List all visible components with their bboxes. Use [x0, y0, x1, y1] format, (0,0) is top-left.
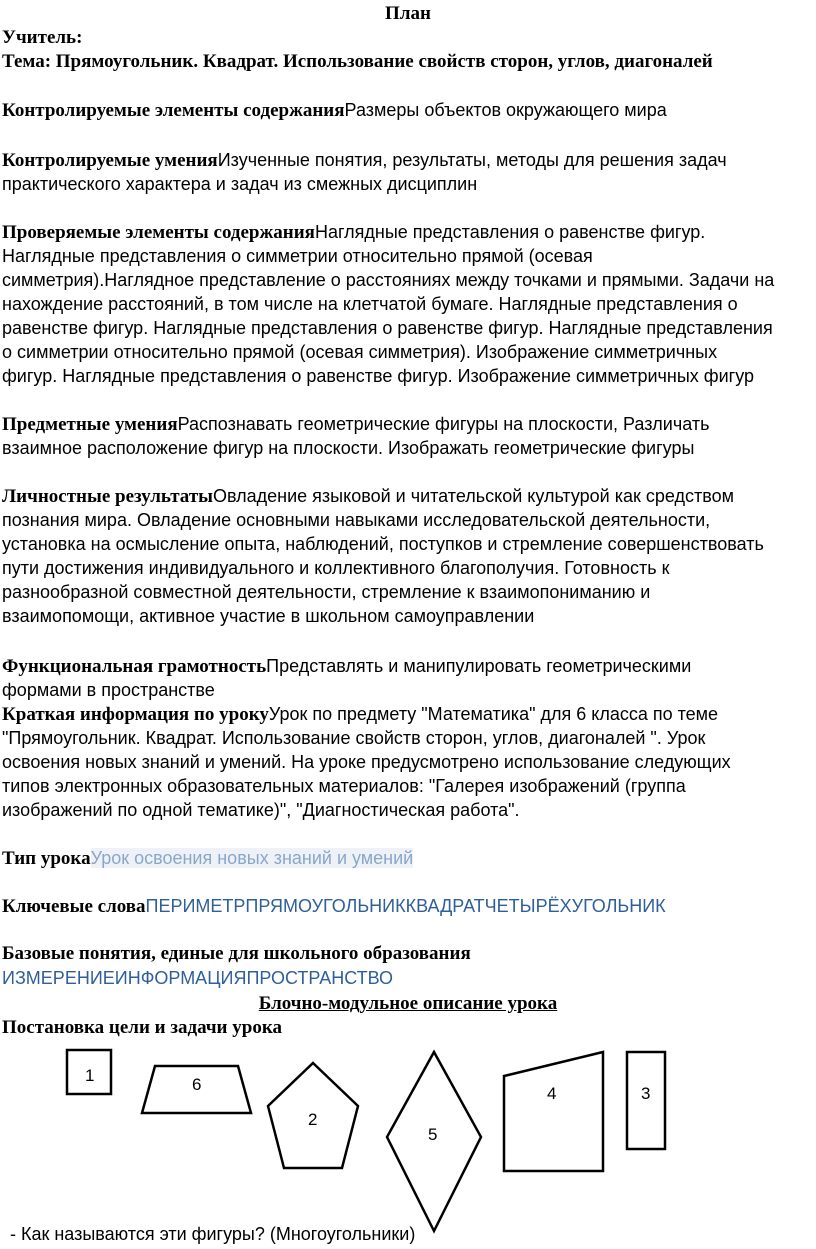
- controlled-content-label: Контролируемые элементы содержания: [2, 100, 345, 121]
- question-text: - Как называются эти фигуры? (Многоугольники): [10, 1224, 416, 1244]
- subject-skills-line-2: взаимное расположение фигур на плоскости. Изображать геометрические фигуры: [2, 438, 695, 458]
- functional-literacy-label: Функциональная грамотность: [2, 656, 267, 677]
- goal-section-title: Постановка цели и задачи урока: [2, 1017, 282, 1038]
- lesson-info-line-5: изображений по одной тематике)", "Диагностическая работа".: [2, 800, 520, 820]
- checked-content-line-5: равенстве фигур. Наглядные представления о равенстве фигур. Наглядные представления: [2, 318, 773, 338]
- base-concepts-value[interactable]: ИЗМЕРЕНИЕИНФОРМАЦИЯПРОСТРАНСТВО: [2, 968, 393, 988]
- teacher-label: Учитель:: [2, 27, 83, 48]
- subject-skills-text: Распознавать геометрические фигуры на плоскости, Различать: [177, 414, 710, 434]
- figure-4-quadrilateral: [504, 1052, 603, 1171]
- document-title: План: [385, 3, 431, 24]
- controlled-skills-text: Изученные понятия, результаты, методы для решения задач: [217, 150, 727, 170]
- personal-results-line-6: взаимопомощи, активное участие в школьном самоуправлении: [2, 606, 535, 626]
- lesson-type-label: Тип урока: [2, 848, 91, 869]
- checked-content-line-6: о симметрии относительно прямой (осевая симметрия). Изображение симметричных: [2, 342, 718, 362]
- checked-content-line-7: фигур. Наглядные представления о равенстве фигур. Изображение симметричных фигур: [2, 366, 755, 386]
- personal-results-line-2: познания мира. Овладение основными навыками исследовательской деятельности,: [2, 510, 711, 530]
- lesson-info-label: Краткая информация по уроку: [2, 704, 269, 725]
- controlled-skills-line-2: практического характера и задач из смежных дисциплин: [2, 174, 478, 194]
- lesson-info-text: Урок по предмету "Математика" для 6 класса по теме: [268, 704, 719, 724]
- base-concepts-label: Базовые понятия, единые для школьного образования: [2, 943, 471, 964]
- keywords-label: Ключевые слова: [2, 896, 146, 917]
- figure-5-label: 5: [428, 1125, 438, 1144]
- block-description-title: Блочно-модульное описание урока: [258, 993, 558, 1014]
- checked-content-label: Проверяемые элементы содержания: [2, 222, 315, 243]
- subject-skills-label: Предметные умения: [2, 414, 178, 435]
- figure-6-label: 6: [192, 1075, 202, 1094]
- personal-results-text: Овладение языковой и читательской культурой как средством: [213, 486, 735, 506]
- keywords-value[interactable]: ПЕРИМЕТРПРЯМОУГОЛЬНИККВАДРАТЧЕТЫРЁХУГОЛЬНИК: [145, 896, 666, 916]
- figure-4-label: 4: [547, 1084, 557, 1103]
- lesson-type-value: Урок освоения новых знаний и умений: [90, 848, 414, 868]
- lesson-info-line-4: типов электронных образовательных материалов: "Галерея изображений (группа: [2, 776, 686, 796]
- lesson-info-line-3: освоения новых знаний и умений. На уроке предусмотрено использование следующих: [2, 752, 731, 772]
- checked-content-text: Наглядные представления о равенстве фигур.: [314, 222, 706, 242]
- personal-results-line-5: разнообразной совместной деятельности, стремление к взаимопониманию и: [2, 582, 651, 602]
- functional-literacy-line-2: формами в пространстве: [2, 680, 215, 700]
- figure-2-label: 2: [308, 1110, 318, 1129]
- checked-content-line-4: нахождение расстояний, в том числе на клетчатой бумаге. Наглядные представления о: [2, 294, 738, 314]
- controlled-skills-label: Контролируемые умения: [2, 150, 218, 171]
- personal-results-label: Личностные результаты: [2, 486, 213, 507]
- lesson-topic: Тема: Прямоугольник. Квадрат. Использование свойств сторон, углов, диагоналей: [2, 51, 713, 72]
- personal-results-line-3: установка на осмысление опыта, наблюдений, поступков и стремление совершенствовать: [2, 534, 764, 554]
- checked-content-line-2: Наглядные представления о симметрии относительно прямой (осевая: [2, 246, 593, 266]
- controlled-content-text: Размеры объектов окружающего мира: [344, 100, 667, 120]
- figure-1-label: 1: [85, 1066, 95, 1085]
- figure-3-label: 3: [641, 1084, 651, 1103]
- functional-literacy-text: Представлять и манипулировать геометрическими: [266, 656, 692, 676]
- checked-content-line-3: симметрия).Наглядное представление о расстояниях между точками и прямыми. Задачи на: [2, 270, 775, 290]
- personal-results-line-4: пути достижения индивидуального и коллективного благополучия. Готовность к: [2, 558, 670, 578]
- lesson-info-line-2: "Прямоугольник. Квадрат. Использование свойств сторон, углов, диагоналей ". Урок: [2, 728, 706, 748]
